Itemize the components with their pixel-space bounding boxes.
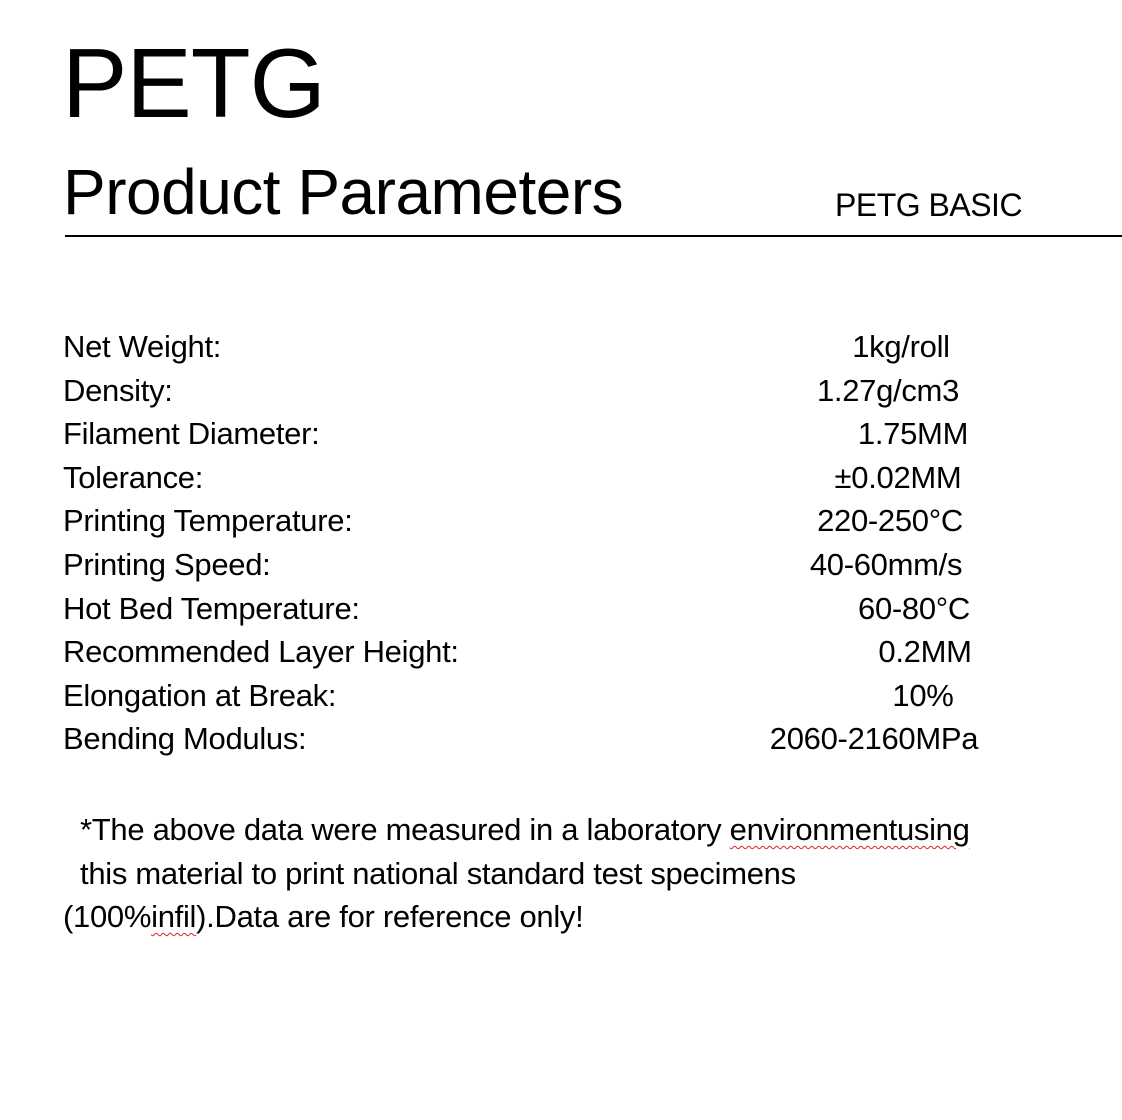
- param-value: 10%: [892, 677, 954, 713]
- param-label: Printing Speed:: [63, 546, 271, 582]
- param-label: Hot Bed Temperature:: [63, 590, 360, 626]
- param-row-density: [0, 369, 1122, 413]
- param-value: 1kg/roll: [852, 329, 950, 364]
- param-value: 40-60mm/s: [809, 546, 963, 582]
- param-row-tolerance: [0, 456, 1122, 500]
- footnote-line-2: this material to print national standard test specimens: [80, 855, 796, 891]
- param-row-filament-diameter: [0, 412, 1122, 456]
- param-label: Printing Temperature:: [63, 503, 353, 539]
- param-value: 1.27g/cm3: [816, 372, 960, 408]
- param-row-hot-bed-temperature: [0, 587, 1122, 631]
- footnote-text: *The above data were measured in a laboratory: [80, 812, 730, 847]
- param-label: Tolerance:: [63, 459, 204, 495]
- footnote-text: ).Data are for reference only!: [196, 899, 584, 934]
- param-value: 2060-2160MPa: [769, 721, 979, 757]
- param-label: Bending Modulus:: [63, 721, 307, 757]
- param-row-printing-temperature: [0, 499, 1122, 543]
- param-label: Recommended Layer Height:: [63, 634, 459, 670]
- param-value: 60-80°C: [858, 590, 970, 626]
- param-value: 1.75MM: [857, 416, 969, 452]
- param-label: Density:: [63, 372, 173, 408]
- param-row-bending-modulus: [0, 717, 1122, 761]
- param-row-net-weight: [0, 325, 1122, 369]
- product-line-label: PETG BASIC: [835, 187, 1023, 223]
- spellcheck-word: infil: [151, 899, 197, 934]
- header-divider: [65, 235, 1122, 237]
- param-value: 220-250°C: [817, 503, 963, 539]
- page-title: PETG: [62, 28, 325, 138]
- footnote-line-1: [63, 808, 970, 852]
- spellcheck-word: environmentusing: [729, 812, 970, 847]
- param-label: Net Weight:: [63, 329, 222, 364]
- param-value: ±0.02MM: [834, 459, 962, 495]
- param-value: 0.2MM: [878, 634, 972, 670]
- footnote-line-3: [63, 895, 970, 939]
- footnote: [63, 808, 970, 939]
- param-row-elongation: [0, 674, 1122, 718]
- footnote-text: (100%: [63, 899, 152, 934]
- param-label: Filament Diameter:: [63, 416, 320, 452]
- parameters-list: [0, 325, 1122, 761]
- section-title: Product Parameters: [63, 156, 624, 228]
- param-row-layer-height: [0, 630, 1122, 674]
- param-row-printing-speed: [0, 543, 1122, 587]
- param-label: Elongation at Break:: [63, 677, 337, 713]
